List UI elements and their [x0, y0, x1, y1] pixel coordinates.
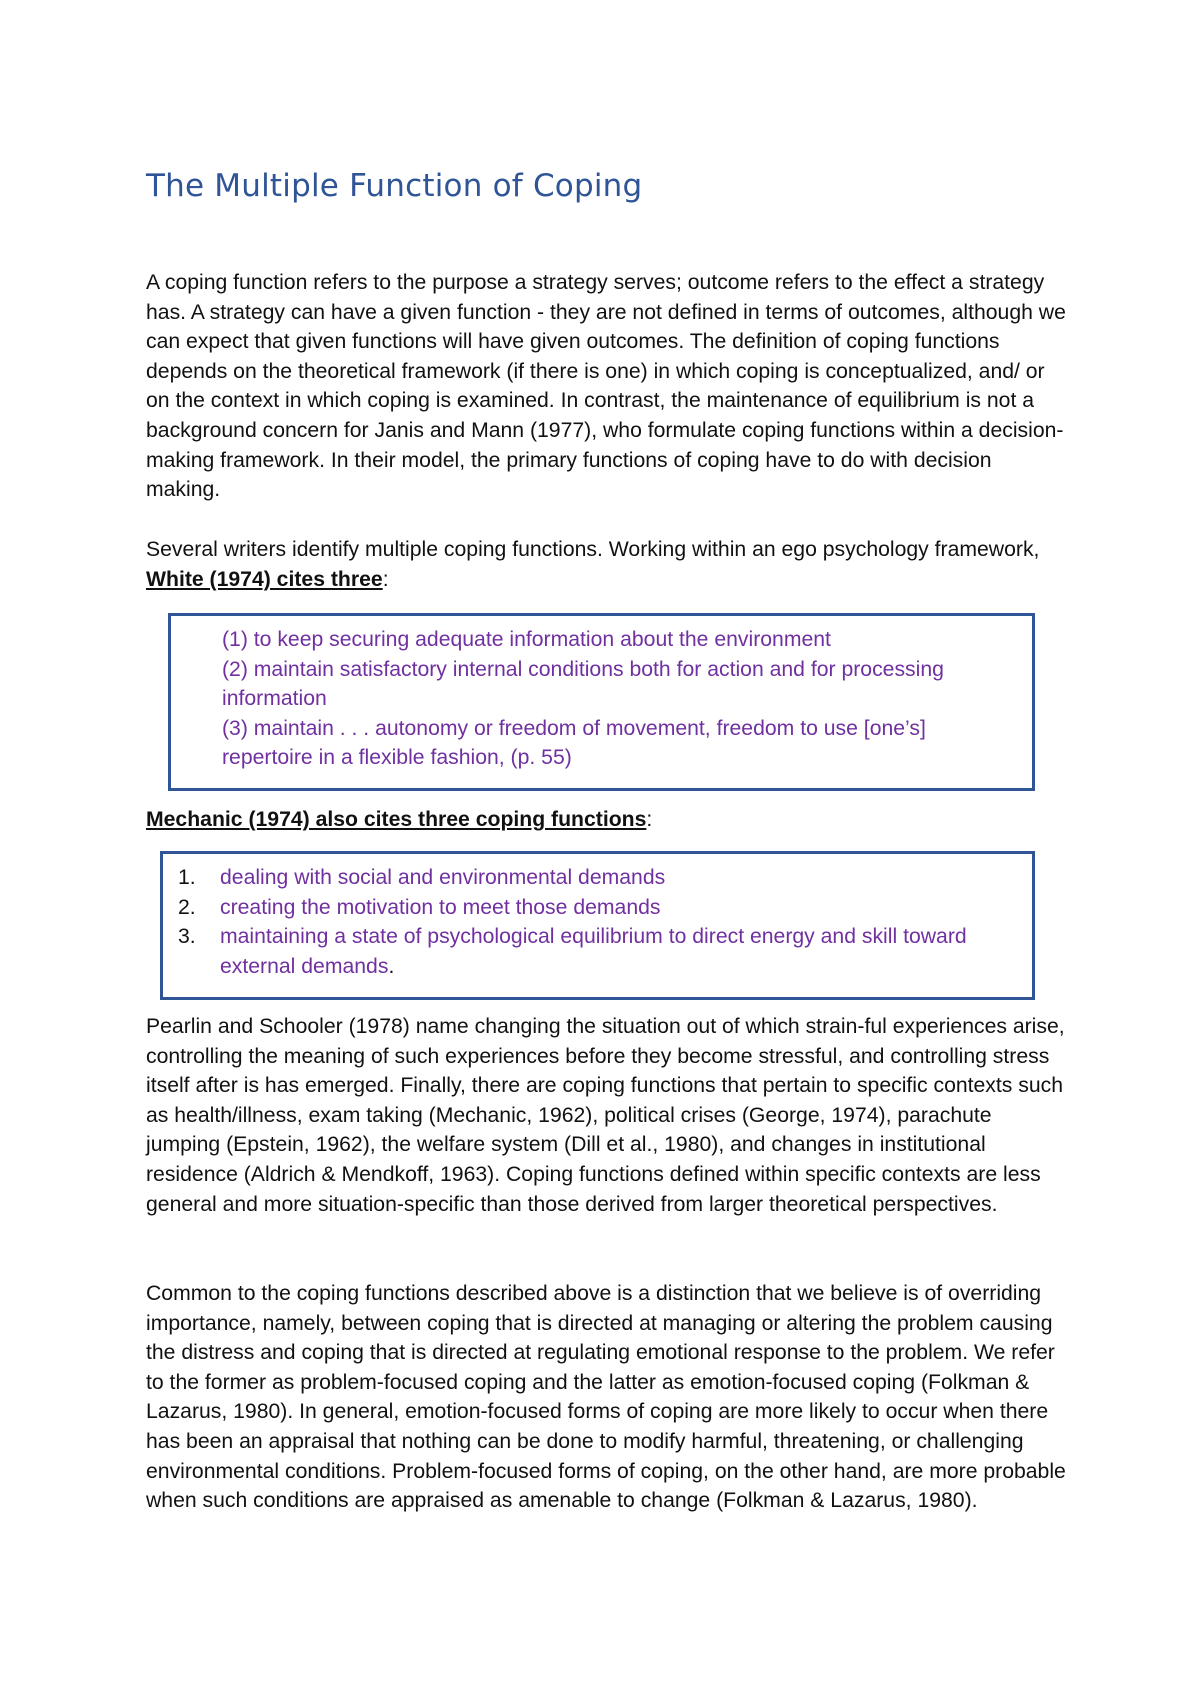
list-number: 1.	[178, 866, 196, 889]
list-number: 3.	[178, 925, 196, 949]
mechanic-function-text: creating the motivation to meet those demands	[220, 895, 661, 919]
mechanic-function-item	[178, 922, 1018, 981]
white-function-item: (1) to keep securing adequate information about the environment	[222, 628, 831, 651]
paragraph-several-writers-colon: :	[382, 567, 389, 591]
paragraph-several-writers-text: Several writers identify multiple coping functions. Working within an ego psychology framework,	[146, 538, 1040, 561]
mechanic-heading	[146, 805, 652, 835]
mechanic-function-item	[178, 863, 1018, 893]
mechanic-function-text: dealing with social and environmental demands	[220, 866, 666, 889]
mechanic-heading-colon: :	[646, 808, 653, 831]
white-function-item: (3) maintain . . . autonomy or freedom of movement, freedom to use [one’s] repertoire in a flexible fashion, (p. 55)	[222, 716, 926, 770]
white-functions-list	[222, 625, 1012, 773]
paragraph-intro: A coping function refers to the purpose a strategy serves; outcome refers to the effect a strategy has. A strategy can have a given function - they are not defined in terms of outcomes, although we can expect that given functions will have given outcomes. The definition of coping functions depends on the theoretical framework (if there is one) in which coping is conceptualized, and/ or on the context in which coping is examined. In contrast, the maintenance of equilibrium is not a background concern for Janis and Mann (1977), who formulate coping functions within a decision-making framework. In their model, the primary functions of coping have to do with decision making.	[146, 271, 1066, 502]
paragraph-several-writers	[146, 535, 1066, 594]
mechanic-function-period: .	[388, 954, 395, 978]
paragraph-pearlin: Pearlin and Schooler (1978) name changing the situation out of which strain-ful experiences arise, controlling the meaning of such experiences before they become stressful, and controlling stress itself after is has emerged. Finally, there are coping functions that pertain to specific contexts such as health/illness, exam taking (Mechanic, 1962), political crises (George, 1974), parachute jumping (Epstein, 1962), the welfare system (Dill et al., 1980), and changes in institutional residence (Aldrich & Mendkoff, 1963). Coping functions defined within specific contexts are less general and more situation-specific than those derived from larger theoretical perspectives.	[146, 1015, 1065, 1216]
mechanic-function-text: maintaining a state of psychological equilibrium to direct energy and skill toward external demands	[220, 925, 967, 978]
mechanic-citation-link[interactable]: Mechanic (1974) also cites three coping functions	[146, 808, 647, 831]
mechanic-functions-list	[178, 863, 1018, 981]
white-citation-link[interactable]: White (1974) cites three	[146, 567, 383, 591]
white-functions-box	[168, 613, 1035, 791]
white-function-item: (2) maintain satisfactory internal conditions both for action and for processing information	[222, 657, 944, 711]
mechanic-function-item	[178, 893, 1018, 923]
mechanic-functions-box	[160, 851, 1035, 1000]
list-number: 2.	[178, 895, 196, 919]
page-title: The Multiple Function of Coping	[146, 168, 643, 204]
paragraph-common: Common to the coping functions described above is a distinction that we believe is of overriding importance, namely, between coping that is directed at managing or altering the problem causing the distress and coping that is directed at regulating emotional response to the problem. We refer to the former as problem-focused coping and the latter as emotion-focused coping (Folkman & Lazarus, 1980). In general, emotion-focused forms of coping are more likely to occur when there has been an appraisal that nothing can be done to modify harmful, threatening, or challenging environmental conditions. Problem-focused forms of coping, on the other hand, are more probable when such conditions are appraised as amenable to change (Folkman & Lazarus, 1980).	[146, 1282, 1066, 1513]
